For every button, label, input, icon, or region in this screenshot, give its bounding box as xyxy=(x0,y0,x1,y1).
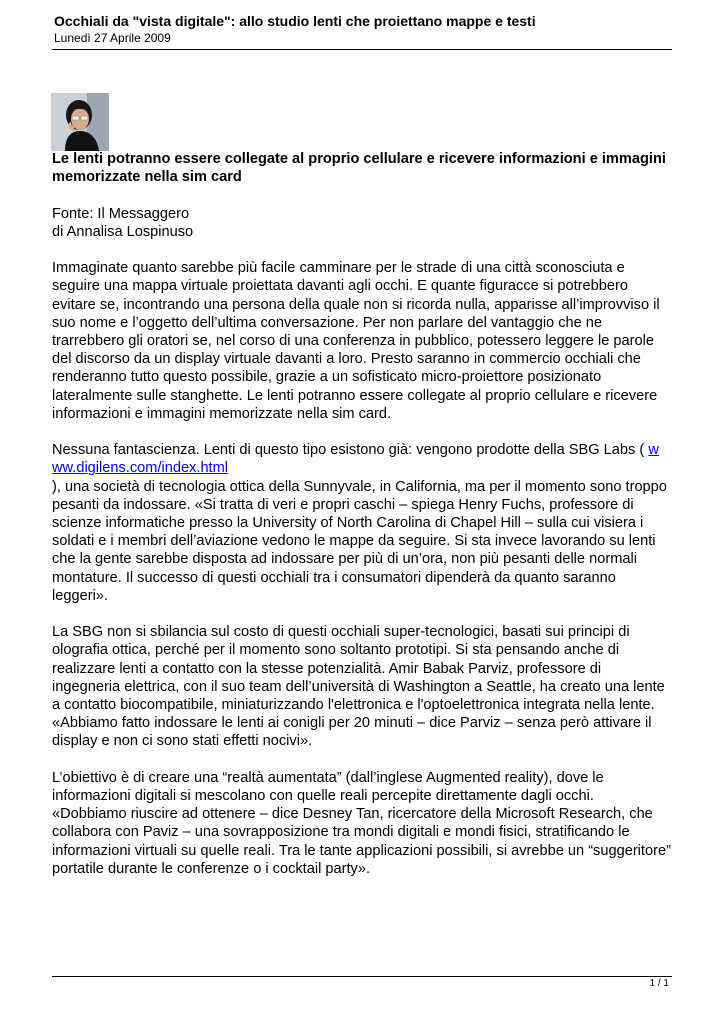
subtitle-line: memorizzate nella sim card xyxy=(52,169,242,186)
footer-divider xyxy=(52,976,672,977)
text-line: che la gente sarebbe disposta ad indossare per più di un’ora, non più pesanti delle normali xyxy=(52,551,637,568)
author-line: di Annalisa Lospinuso xyxy=(52,223,194,240)
text-line: leggeri». xyxy=(52,587,108,604)
text-line: ingegneria elettrica, con il suo team dell’università di Washington a Seattle, ha creato una lente xyxy=(52,678,665,695)
source-block xyxy=(52,205,682,241)
article-body xyxy=(52,150,682,878)
page-number: 1 / 1 xyxy=(649,978,669,989)
digilens-link[interactable]: ww.digilens.com/index.html xyxy=(52,460,229,477)
text-line: «Dobbiamo riuscire ad ottenere – dice Desney Tan, ricercatore della Microsoft Research, che xyxy=(52,806,653,823)
subtitle-line: Le lenti potranno essere collegate al proprio cellulare e ricevere informazioni e immagini xyxy=(52,151,666,167)
text-line: lateralmente sulle stanghette. Le lenti potranno essere collegate al proprio cellulare e ricevere xyxy=(52,387,658,404)
text-line: suo nome e l’oggetto dell’ultima conversazione. Per non parlare del vantaggio che ne xyxy=(52,314,603,331)
portrait-photo xyxy=(51,93,109,151)
document-date: Lunedì 27 Aprile 2009 xyxy=(54,31,171,45)
text-line: montature. Il successo di questi occhiali tra i consumatori dipenderà da quanto saranno xyxy=(52,569,616,586)
document-header xyxy=(54,13,694,46)
text-line: informazioni digitali si mescolano con quelle reali percepite direttamente dagli occhi. xyxy=(52,788,594,805)
article-subtitle xyxy=(52,150,682,186)
text-line: collabora con Paviz – una sovrapposizione tra mondi digitali e mondi fisici, stratificando le xyxy=(52,824,630,841)
text-line: «Abbiamo fatto indossare le lenti ai conigli per 20 minuti – dice Parviz – senza però attivare il xyxy=(52,715,652,732)
paragraph-2 xyxy=(52,441,682,605)
text-line: informazioni e immagini memorizzate nella sim card. xyxy=(52,405,392,422)
text-line: a contatto biocompatibile, miniaturizzando l'elettronica e l'optoelettronica integrata nella lente. xyxy=(52,697,655,714)
paragraph-2-intro: Nessuna fantascienza. Lenti di questo tipo esistono già: vengono prodotte della SBG Labs ( xyxy=(52,442,649,459)
text-line: informazioni virtuali su quelle reali. Tra le tante applicazioni possibili, si avrebbe un “suggeritore” xyxy=(52,842,671,859)
paragraph-4 xyxy=(52,769,682,878)
text-line: L’obiettivo è di creare una “realtà aumentata” (dall’inglese Augmented reality), dove le xyxy=(52,769,604,786)
text-line: Immaginate quanto sarebbe più facile camminare per le strade di una città sconosciuta e xyxy=(52,260,625,277)
text-line: del discorso da un display virtuale davanti a loro. Presto saranno in commercio occhiali che xyxy=(52,351,641,368)
text-line: display e non ci sono stati effetti nocivi». xyxy=(52,733,313,750)
text-line: realizzare lenti a contatto con la stesse potenzialità. Amir Babak Parviz, professore di xyxy=(52,660,602,677)
digilens-link[interactable]: w xyxy=(648,442,659,459)
portrait-photo-icon xyxy=(51,93,109,151)
text-line xyxy=(52,441,682,459)
text-line: evitare se, incontrando una persona della quale non si ricorda nulla, apparisse all’improvviso il xyxy=(52,296,660,313)
text-line: ), una società di tecnologia ottica della Sunnyvale, in California, ma per il momento sono troppo xyxy=(52,478,667,495)
paragraph-1 xyxy=(52,259,682,423)
text-line: renderanno tutto questo possibile, grazie a un sofisticato micro-proiettore posizionato xyxy=(52,369,602,386)
paragraph-3 xyxy=(52,623,682,750)
text-line: portatile durante le conferenze o i cocktail party». xyxy=(52,860,370,877)
text-line: trarrebbero gli oratori se, nel corso di una conferenza in pubblico, potessero leggere le parole xyxy=(52,333,654,349)
header-divider xyxy=(52,49,672,50)
text-line: La SBG non si sbilancia sul costo di questi occhiali super-tecnologici, basati sui principi di xyxy=(52,624,630,641)
text-line: pesanti da indossare. «Si tratta di veri e propri caschi – spiega Henry Fuchs, professore di xyxy=(52,496,634,513)
text-line: soldati e i membri dell’aviazione vedono le mappe da seguire. Si sta invece lavorando su lenti xyxy=(52,533,656,550)
text-line: seguire una mappa virtuale proiettata davanti agli occhi. E quante figuracce si potrebbero xyxy=(52,278,628,295)
document-title: Occhiali da "vista digitale": allo studio lenti che proiettano mappe e testi xyxy=(54,13,536,29)
text-line: olografia ottica, perché per il momento sono soltanto prototipi. Si sta pensando anche di xyxy=(52,642,620,659)
text-line xyxy=(52,459,682,477)
source-line: Fonte: Il Messaggero xyxy=(52,205,190,222)
text-line: scienze informatiche presso la University of North Carolina di Chapel Hill – sulla cui visiera i xyxy=(52,515,644,532)
